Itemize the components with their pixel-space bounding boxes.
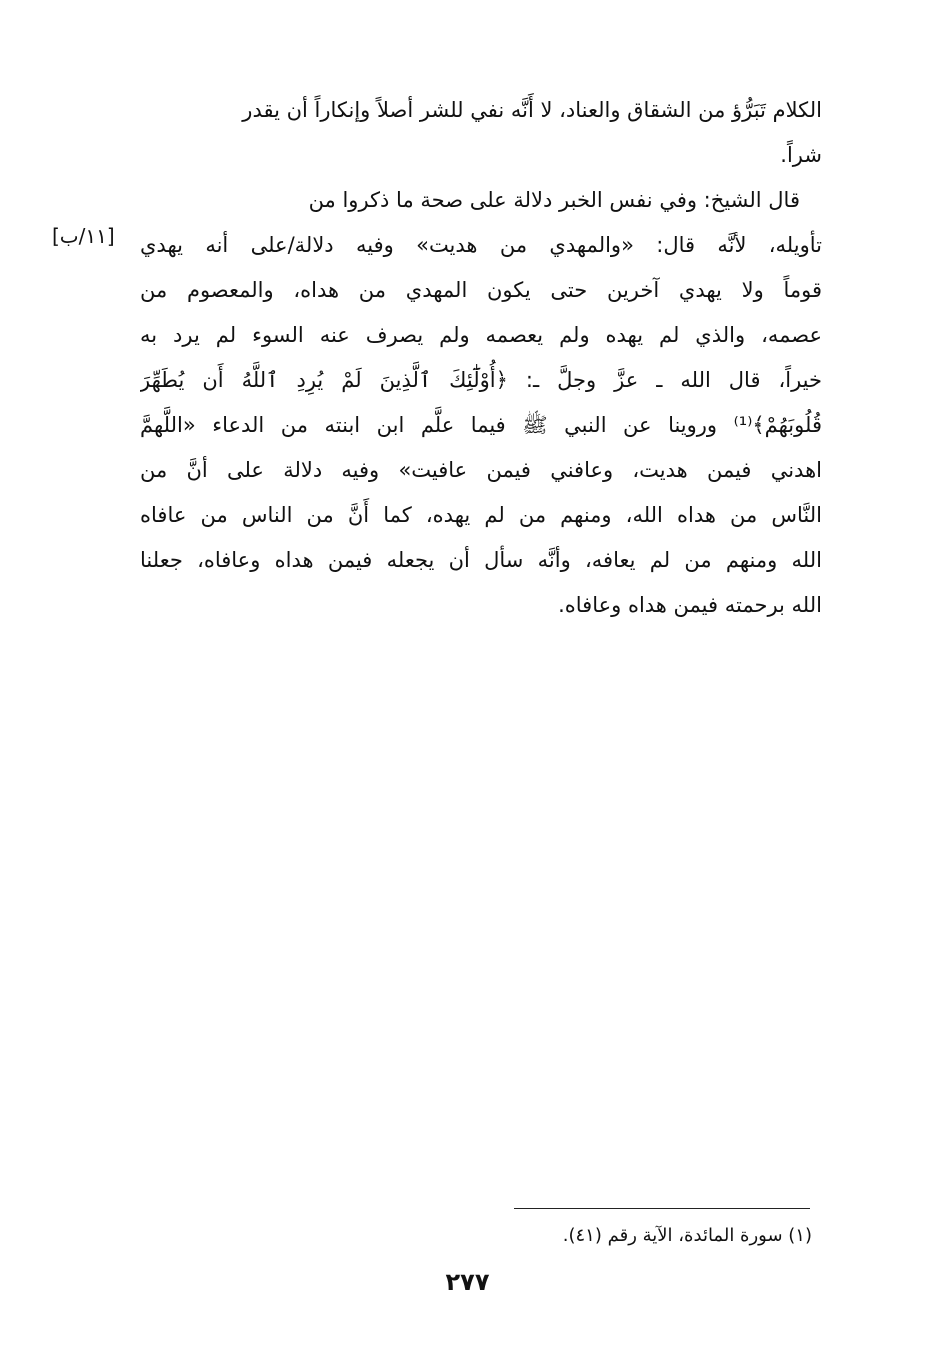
text-line: قُلُوبَهُمْ﴾⁽¹⁾ وروينا عن النبي ﷺ فيما علَّم ابن ابنته من الدعاء «اللَّهمَّ [140, 413, 822, 437]
text-line: اهدني فيمن هديت، وعافني فيمن عافيت» وفيه دلالة على أنَّ من [140, 458, 822, 482]
text-line: تأويله، لأنَّه قال: «والمهدي من هديت» وفيه دلالة/على أنه يهدي [140, 233, 822, 257]
text-line: شراً. [780, 143, 822, 167]
text-line: خيراً، قال الله ـ عزَّ وجلَّ ـ: ﴿أُوْلَٰٓئِكَ ٱلَّذِينَ لَمْ يُرِدِ ٱللَّهُ أَن يُطَهِّرَ [140, 368, 822, 392]
text-line: قال الشيخ: وفي نفس الخبر دلالة على صحة ما ذكروا من [308, 188, 800, 212]
footnote-divider [514, 1208, 810, 1209]
main-text [140, 88, 822, 628]
text-line: الله ومنهم من لم يعافه، وأنَّه سأل أن يجعله فيمن هداه وعافاه، جعلنا [140, 548, 822, 572]
footnote: (١) سورة المائدة، الآية رقم (٤١). [562, 1225, 812, 1246]
text-line: عصمه، والذي لم يهده ولم يعصمه ولم يصرف عنه السوء لم يرد به [140, 323, 822, 347]
text-line: النَّاس من هداه الله، ومنهم من لم يهده، كما أَنَّ من الناس من عافاه [140, 503, 822, 527]
text-line: الله برحمته فيمن هداه وعافاه. [558, 593, 822, 617]
text-line: قوماً ولا يهدي آخرين حتى يكون المهدي من هداه، والمعصوم من [140, 278, 822, 302]
margin-folio-note: [١١/ب] [52, 224, 115, 248]
page-number: ٢٧٧ [445, 1268, 490, 1296]
text-line: الكلام تَبَرُّؤ من الشقاق والعناد، لا أَنَّه نفي للشر أصلاً وإنكاراً أن يقدر [242, 98, 822, 122]
